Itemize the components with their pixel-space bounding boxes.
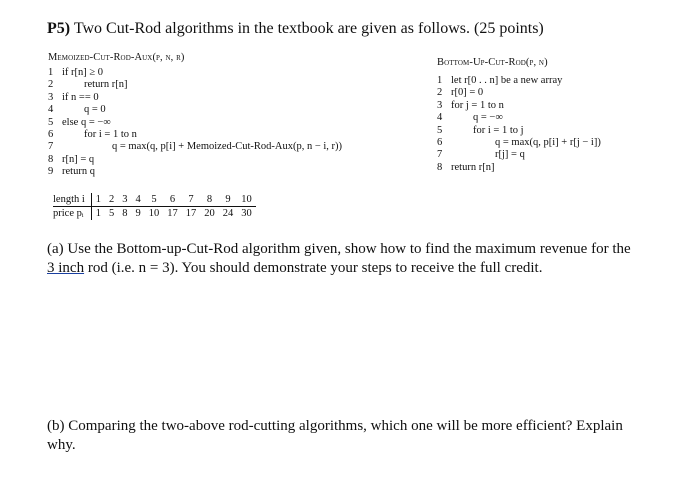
code-line [48, 141, 342, 153]
code-line [48, 104, 106, 116]
line-text: return q [62, 166, 95, 178]
line-number: 3 [48, 91, 54, 103]
line-number: 7 [48, 141, 54, 153]
length-cell: 3 [118, 193, 131, 207]
line-text: if n == 0 [62, 91, 99, 103]
bottomup-title: Bottom-Up-Cut-Rod(p, n) [437, 57, 548, 68]
memoized-title: Memoized-Cut-Rod-Aux(p, n, r) [48, 52, 185, 63]
line-number: 8 [48, 153, 54, 165]
line-number: 4 [437, 112, 443, 124]
price-cell: 10 [148, 208, 160, 219]
line-text: let r[0 . . n] be a new array [451, 75, 563, 86]
line-number: 5 [437, 124, 443, 136]
length-cell: 4 [132, 193, 145, 207]
line-text: q = max(q, p[i] + Memoized-Cut-Rod-Aux(p, n − i, r)) [112, 141, 343, 153]
line-number: 8 [437, 161, 443, 173]
line-text: q = −∞ [473, 112, 503, 124]
price-cell: 1 [95, 208, 102, 219]
code-line [437, 137, 601, 149]
line-text: q = max(q, p[i] + r[j − i]) [495, 137, 601, 148]
code-line [48, 79, 127, 91]
code-line [437, 162, 494, 174]
question-a [47, 240, 637, 278]
line-text: for i = 1 to n [84, 129, 137, 140]
line-text: q = 0 [84, 104, 106, 116]
line-number: 2 [437, 87, 443, 99]
code-line [48, 92, 99, 104]
line-number: 6 [437, 137, 443, 148]
problem-text: Two Cut-Rod algorithms in the textbook are given as follows. (25 points) [73, 20, 544, 37]
price-cell: 8 [122, 208, 128, 219]
length-cell: 7 [182, 193, 201, 207]
length-row [53, 193, 256, 207]
line-number: 4 [48, 104, 54, 116]
code-line [437, 149, 525, 161]
code-line [48, 129, 137, 141]
line-text: r[0] = 0 [451, 87, 484, 99]
length-label: length i [53, 193, 91, 207]
length-cell: 6 [163, 193, 182, 207]
length-cell: 10 [237, 193, 256, 207]
price-table [53, 193, 256, 220]
line-number: 9 [48, 166, 54, 178]
price-cell: 17 [167, 208, 178, 219]
code-line [437, 87, 483, 99]
code-line [437, 112, 503, 124]
line-text: if r[n] ≥ 0 [62, 67, 104, 78]
price-cell: 20 [204, 208, 215, 219]
price-cell: 9 [135, 208, 141, 219]
price-cell: 5 [109, 208, 115, 219]
line-number: 2 [48, 79, 54, 91]
code-line [48, 166, 95, 178]
question-a-underlined: 3 inch [47, 260, 85, 276]
price-cell: 24 [222, 208, 234, 219]
price-row [53, 207, 256, 221]
code-line [48, 154, 94, 166]
line-text: return r[n] [451, 161, 495, 173]
code-line [437, 100, 504, 112]
line-number: 1 [437, 75, 443, 86]
length-cell: 1 [91, 193, 105, 207]
code-line [48, 67, 103, 79]
question-b: (b) Comparing the two-above rod-cutting algorithms, which one will be more efficient? Explain why. [47, 418, 623, 453]
line-text: return r[n] [84, 79, 128, 91]
line-number: 6 [48, 129, 54, 140]
length-cell: 2 [105, 193, 118, 207]
problem-label: P5) [47, 20, 71, 37]
code-line [437, 75, 562, 87]
code-line [48, 117, 111, 129]
price-label: price pᵢ [53, 207, 91, 221]
price-cell: 30 [241, 208, 252, 219]
line-number: 1 [48, 67, 54, 78]
line-text: r[n] = q [62, 153, 95, 165]
question-a-after: rod (i.e. n = 3). You should demonstrate your steps to receive the full credit. [84, 260, 543, 276]
line-text: r[j] = q [495, 149, 525, 161]
code-line [437, 125, 524, 137]
price-cell: 17 [185, 208, 197, 219]
line-number: 5 [48, 116, 54, 128]
length-cell: 5 [145, 193, 164, 207]
problem-heading [47, 20, 544, 38]
question-a-before: (a) Use the Bottom-up-Cut-Rod algorithm given, show how to find the maximum revenue for the [47, 241, 631, 257]
line-text: for i = 1 to j [473, 124, 524, 136]
line-number: 3 [437, 99, 443, 111]
line-text: for j = 1 to n [451, 99, 504, 111]
length-cell: 8 [200, 193, 219, 207]
line-number: 7 [437, 149, 443, 161]
length-cell: 9 [219, 193, 238, 207]
line-text: else q = −∞ [62, 116, 111, 128]
